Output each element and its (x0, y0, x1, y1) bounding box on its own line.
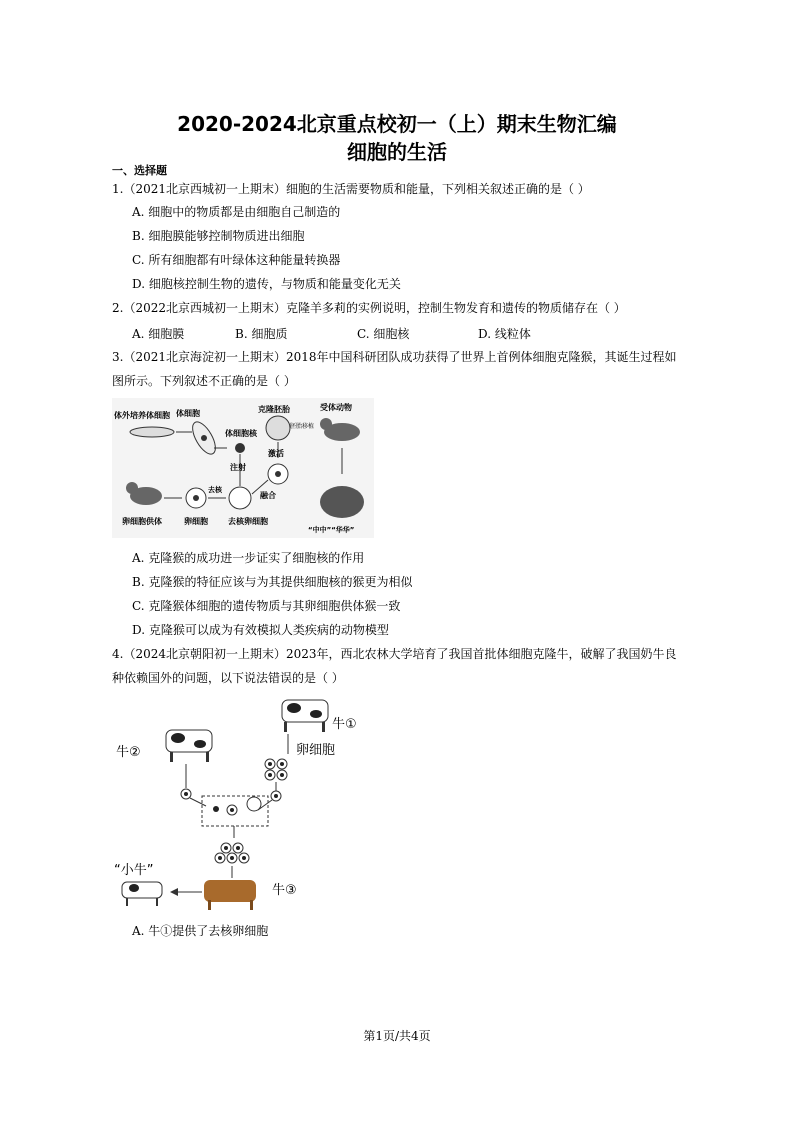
cow-leg-icon (208, 900, 211, 910)
label-fuse: 融合 (260, 491, 276, 500)
culture-dish-icon (130, 427, 174, 437)
somatic-nucleus-icon (235, 443, 245, 453)
label-monkey-names: “中中”“华华” (308, 526, 355, 534)
cow-spot-icon (194, 740, 206, 748)
monkey-head-icon (320, 418, 332, 430)
clone-monkeys-icon (320, 486, 364, 518)
label-calf: “小牛” (114, 863, 154, 878)
cow-spot-icon (129, 884, 139, 892)
label-clone-embryo: 克隆胚胎 (258, 405, 290, 414)
arrow-line (190, 798, 206, 806)
question-2-option-d: D. 线粒体 (478, 327, 531, 341)
nucleus-icon (184, 792, 188, 796)
question-2-stem: 2.（2022北京西城初一上期末）克隆羊多莉的实例说明，控制生物发育和遗传的物质储存在（ ） (112, 301, 626, 315)
question-2-option-b: B. 细胞质 (235, 327, 288, 341)
cow-leg-icon (284, 722, 287, 732)
clone-monkey-diagram (112, 398, 374, 538)
embryo-cluster-icon (215, 843, 249, 863)
question-1-option-a: A. 细胞中的物质都是由细胞自己制造的 (132, 205, 341, 219)
label-somatic-nucleus: 体细胞核 (225, 429, 257, 438)
nucleus-icon (201, 435, 207, 441)
question-3-option-d: D. 克隆猴可以成为有效模拟人类疾病的动物模型 (132, 623, 389, 637)
cow-3-icon (204, 880, 256, 902)
nucleus-icon (275, 471, 281, 477)
label-enucleate: 去核 (208, 486, 222, 494)
label-cow-2: 牛② (116, 745, 141, 760)
question-3-option-b: B. 克隆猴的特征应该与为其提供细胞核的猴更为相似 (132, 575, 413, 589)
label-somatic-culture: 体外培养体细胞 (114, 411, 170, 420)
enucleated-egg-icon (247, 797, 261, 811)
cow-leg-icon (126, 898, 128, 906)
egg-cluster-icon (265, 759, 287, 780)
calf-icon (122, 882, 162, 898)
cow-leg-icon (170, 752, 173, 762)
question-3-option-c: C. 克隆猴体细胞的遗传物质与其卵细胞供体猴一致 (132, 599, 401, 613)
arrow-head-icon (170, 888, 178, 896)
nucleus-icon (213, 806, 219, 812)
question-1-option-d: D. 细胞核控制生物的遗传，与物质和能量变化无关 (132, 277, 401, 291)
cow-spot-icon (171, 733, 185, 743)
label-enucleated-egg: 去核卵细胞 (228, 517, 268, 526)
question-1-stem: 1.（2021北京西城初一上期末）细胞的生活需要物质和能量，下列相关叙述正确的是（ ） (112, 182, 590, 196)
label-cow-1: 牛① (332, 717, 357, 732)
clone-cow-diagram (112, 692, 382, 914)
section-heading: 一、选择题 (112, 164, 167, 177)
page-footer: 第1页/共4页 (363, 1029, 431, 1043)
question-1-option-b: B. 细胞膜能够控制物质进出细胞 (132, 229, 305, 243)
question-4-stem-line2: 种依赖国外的问题，以下说法错误的是（ ） (112, 671, 344, 685)
label-recipient: 受体动物 (320, 403, 352, 412)
question-2-option-c: C. 细胞核 (357, 327, 410, 341)
question-4-option-a: A. 牛①提供了去核卵细胞 (132, 924, 269, 938)
question-1-option-c: C. 所有细胞都有叶绿体这种能量转换器 (132, 253, 341, 267)
nucleus-icon (230, 808, 234, 812)
question-2-option-a: A. 细胞膜 (132, 327, 185, 341)
page-title: 2020-2024北京重点校初一（上）期末生物汇编 (177, 112, 617, 136)
cow-leg-icon (206, 752, 209, 762)
enucleated-egg-icon (229, 487, 251, 509)
question-4-stem-line1: 4.（2024北京朝阳初一上期末）2023年，西北农林大学培育了我国首批体细胞克隆牛，破解了我国奶牛良 (112, 647, 677, 661)
label-egg: 卵细胞 (184, 517, 208, 526)
nucleus-icon (274, 794, 278, 798)
cow-leg-icon (322, 722, 325, 732)
monkey-head-icon (126, 482, 138, 494)
cow-leg-icon (250, 900, 253, 910)
page-subtitle: 细胞的生活 (347, 140, 447, 164)
label-embryo-transfer: 胚胎移植 (290, 423, 315, 430)
label-inject: 注射 (230, 463, 246, 472)
question-3-stem-line1: 3.（2021北京海淀初一上期末）2018年中国科研团队成功获得了世界上首例体细胞克隆猴，其诞生过程如 (112, 350, 677, 364)
clone-embryo-icon (266, 416, 290, 440)
cow-spot-icon (287, 703, 301, 713)
label-egg-cell: 卵细胞 (296, 743, 336, 758)
nucleus-icon (193, 495, 199, 501)
question-3-stem-line2: 图所示。下列叙述不正确的是（ ） (112, 374, 296, 388)
label-somatic-cell: 体细胞 (176, 409, 200, 418)
question-3-option-a: A. 克隆猴的成功进一步证实了细胞核的作用 (132, 551, 365, 565)
label-egg-donor: 卵细胞供体 (122, 517, 162, 526)
cow-spot-icon (310, 710, 322, 718)
label-activate: 激活 (268, 449, 284, 458)
cow-leg-icon (156, 898, 158, 906)
label-cow-3: 牛③ (272, 883, 297, 898)
